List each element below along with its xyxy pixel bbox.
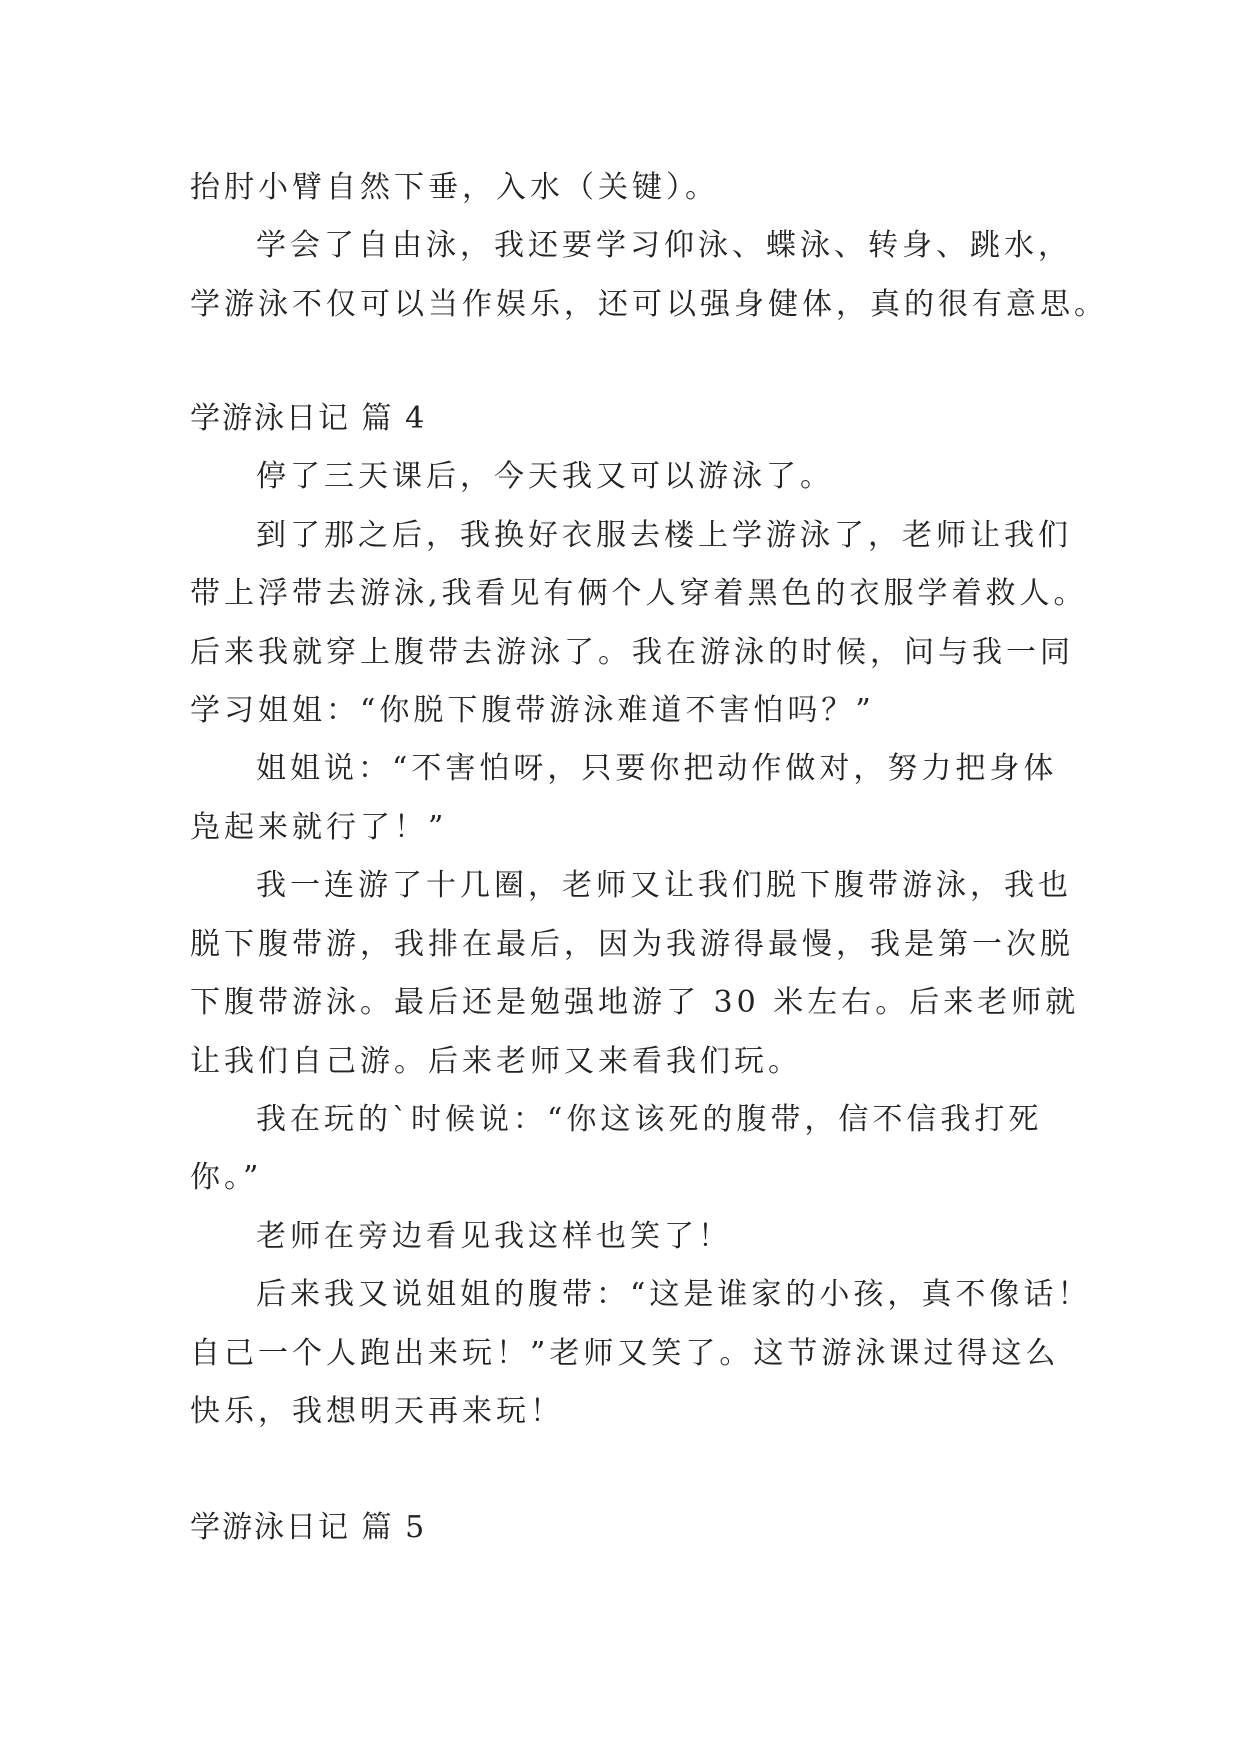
text-line: 带上浮带去游泳,我看见有俩个人穿着黑色的衣服学着救人。 xyxy=(190,576,1088,611)
text-line: 脱下腹带游，我排在最后，因为我游得最慢，我是第一次脱 xyxy=(190,927,1074,962)
text-line: 抬肘小臂自然下垂，入水（关键）。 xyxy=(190,170,719,205)
text-line: 老师在旁边看见我这样也笑了！ xyxy=(256,1219,732,1254)
text-line: 学习姐姐：“你脱下腹带游泳难道不害怕吗？” xyxy=(190,693,875,728)
text-line: 下腹带游泳。最后还是勉强地游了 30 米左右。后来老师就 xyxy=(190,985,1080,1020)
text-line: 你。” xyxy=(190,1160,263,1195)
text-line: 凫起来就行了！” xyxy=(190,810,448,845)
text-line: 后来我就穿上腹带去游泳了。我在游泳的时候，问与我一同 xyxy=(190,635,1074,670)
text-line: 让我们自己游。后来老师又来看我们玩。 xyxy=(190,1044,802,1079)
text-line: 学会了自由泳，我还要学习仰泳、蝶泳、转身、跳水， xyxy=(256,228,1072,263)
section-heading: 学游泳日记 篇 5 xyxy=(190,1510,427,1545)
section-heading: 学游泳日记 篇 4 xyxy=(190,401,427,436)
text-line: 学游泳不仅可以当作娱乐，还可以强身健体，真的很有意思。 xyxy=(190,287,1108,322)
text-line: 姐姐说：“不害怕呀，只要你把动作做对，努力把身体 xyxy=(256,751,1058,786)
text-line: 我在玩的`时候说：“你这该死的腹带，信不信我打死 xyxy=(256,1102,1043,1137)
text-line: 我一连游了十几圈，老师又让我们脱下腹带游泳，我也 xyxy=(256,868,1072,903)
text-line: 自己一个人跑出来玩！”老师又笑了。这节游泳课过得这么 xyxy=(190,1336,1060,1371)
text-line: 停了三天课后，今天我又可以游泳了。 xyxy=(256,459,834,494)
text-line: 快乐，我想明天再来玩！ xyxy=(190,1394,564,1429)
text-line: 后来我又说姐姐的腹带：“这是谁家的小孩，真不像话！ xyxy=(256,1277,1092,1312)
text-line: 到了那之后，我换好衣服去楼上学游泳了，老师让我们 xyxy=(256,518,1072,553)
